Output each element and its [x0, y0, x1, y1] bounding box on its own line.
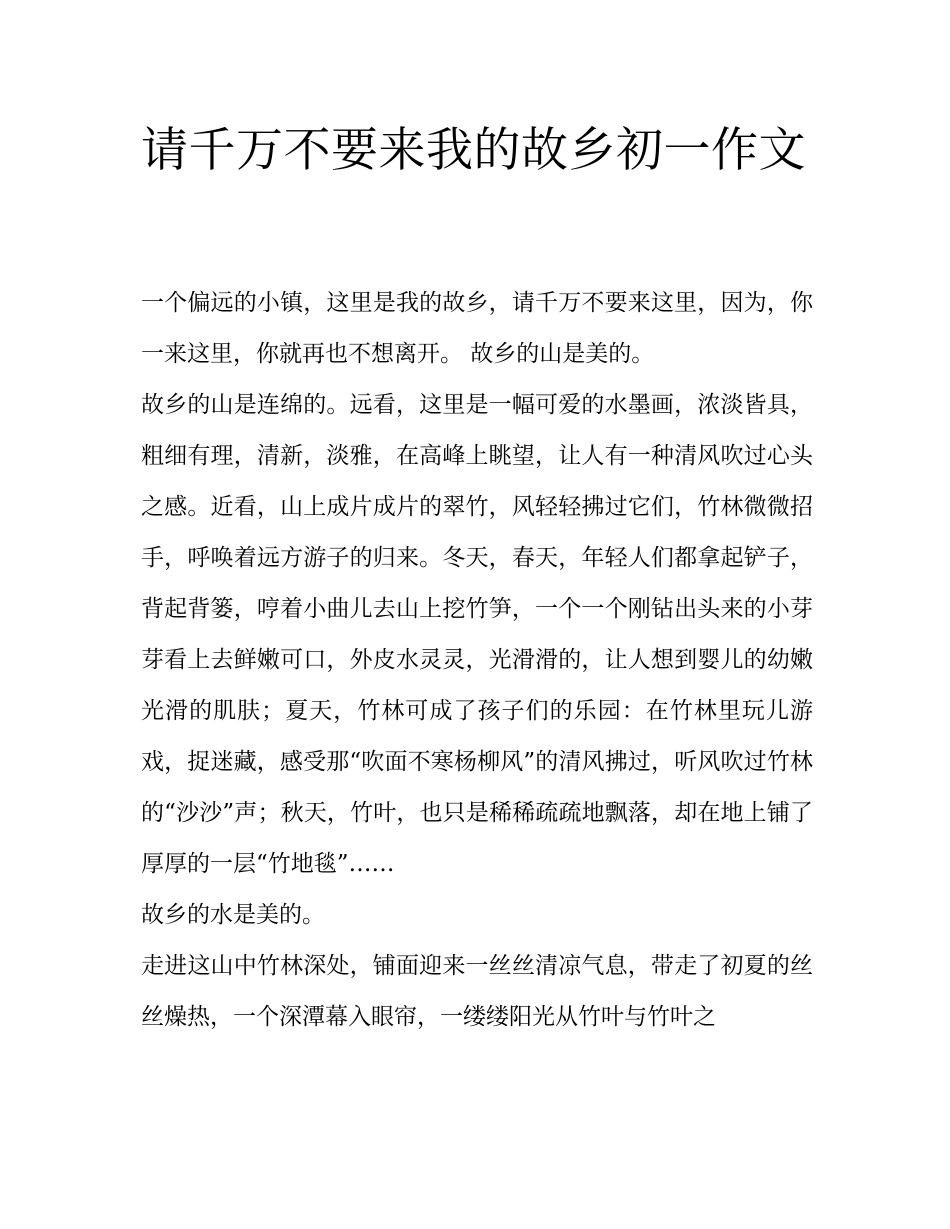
paragraph-mountains: 故乡的山是连绵的。远看，这里是一幅可爱的水墨画，浓淡皆具，粗细有理，清新，淡雅，在高峰上眺望，让人有一种清风吹过心头之感。近看，山上成片成片的翠竹，风轻轻拂过它们，竹林微微招手，呼唤着远方游子的归来。冬天，春天，年轻人们都拿起铲子，背起背篓，哼着小曲儿去山上挖竹笋，一个一个刚钻出头来的小芽芽看上去鲜嫩可口，外皮水灵灵，光滑滑的，让人想到婴儿的幼嫩光滑的肌肤；夏天，竹林可成了孩子们的乐园：在竹林里玩儿游戏，捉迷藏，感受那“吹面不寒杨柳风”的清风拂过，听风吹过竹林的“沙沙”声；秋天，竹叶，也只是稀稀疏疏地飘落，却在地上铺了厚厚的一层“竹地毯”…… — [141, 392, 813, 877]
document-body — [141, 278, 813, 1043]
document-title: 请千万不要来我的故乡初一作文 — [141, 123, 806, 178]
paragraph-intro: 一个偏远的小镇，这里是我的故乡，请千万不要来这里，因为，你一来这里，你就再也不想离开。 故乡的山是美的。 — [141, 290, 813, 367]
paragraph-bamboo-pool: 走进这山中竹林深处，铺面迎来一丝丝清凉气息，带走了初夏的丝丝燥热，一个深潭幕入眼帘，一缕缕阳光从竹叶与竹叶之 — [141, 953, 813, 1030]
paragraph-water-heading: 故乡的水是美的。 — [141, 902, 325, 928]
